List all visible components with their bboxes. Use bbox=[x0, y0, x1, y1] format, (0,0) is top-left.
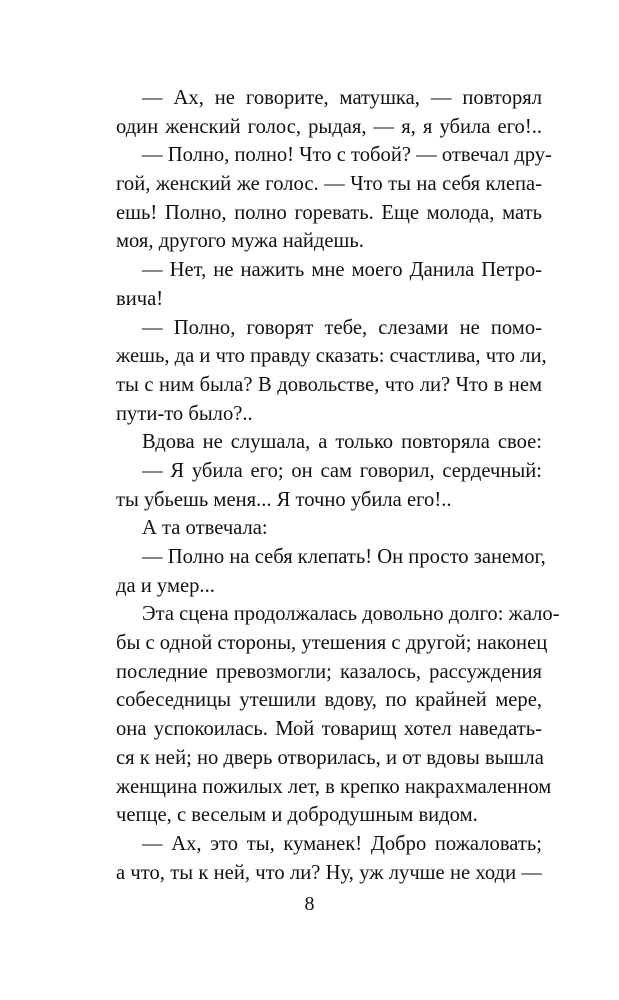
body-text bbox=[116, 84, 560, 887]
text-line: — Я убила его; он сам говорил, сердечный: bbox=[142, 459, 542, 482]
text-line: ся к ней; но дверь отворилась, и от вдовы вышла bbox=[116, 746, 544, 769]
text-line: а что, ты к ней, что ли? Ну, уж лучше не ходи — bbox=[116, 861, 542, 884]
text-line: один женский голос, рыдая, — я, я убила его!.. bbox=[116, 115, 542, 138]
text-line: моя, другого мужа найдешь. bbox=[116, 230, 364, 253]
text-line: вича! bbox=[116, 287, 164, 310]
text-line: бы с одной стороны, утешения с другой; наконец bbox=[116, 632, 548, 655]
text-line: А та отвечала: bbox=[142, 517, 268, 540]
text-line: она успокоилась. Мой товарищ хотел наведать- bbox=[116, 718, 542, 741]
text-line: последние превозмогли; казалось, рассуждения bbox=[116, 660, 542, 683]
text-line: — Ах, это ты, куманек! Добро пожаловать; bbox=[142, 832, 542, 855]
text-line: жешь, да и что правду сказать: счастлива, что ли, bbox=[116, 345, 547, 368]
text-line: ты с ним была? В довольстве, что ли? Что в нем bbox=[116, 373, 542, 396]
page-number: 8 bbox=[304, 893, 315, 915]
text-line: — Полно, полно! Что с тобой? — отвечал дру- bbox=[142, 144, 552, 167]
text-line: — Нет, не нажить мне моего Данила Петро- bbox=[142, 259, 542, 282]
text-line: — Полно, говорят тебе, слезами не помо- bbox=[142, 316, 542, 339]
text-line: — Полно на себя клепать! Он просто занемог, bbox=[142, 546, 546, 568]
text-line: женщина пожилых лет, в крепко накрахмаленном bbox=[116, 775, 552, 798]
text-line: пути-то было?.. bbox=[116, 402, 253, 425]
text-line: Вдова не слушала, а только повторяла свое: bbox=[142, 431, 542, 454]
text-line: Эта сцена продолжалась довольно долго: жало- bbox=[142, 603, 560, 626]
text-line: гой, женский же голос. — Что ты на себя клепа- bbox=[116, 173, 542, 196]
text-line: да и умер... bbox=[116, 574, 215, 597]
text-line: ешь! Полно, полно горевать. Еще молода, мать bbox=[116, 201, 542, 224]
text-line: собеседницы утешили вдову, по крайней мере, bbox=[116, 689, 542, 712]
text-line: — Ах, не говорите, матушка, — повторял bbox=[142, 87, 542, 109]
text-line: чепце, с веселым и добродушным видом. bbox=[116, 804, 478, 827]
text-line: ты убьешь меня... Я точно убила его!.. bbox=[116, 488, 452, 511]
